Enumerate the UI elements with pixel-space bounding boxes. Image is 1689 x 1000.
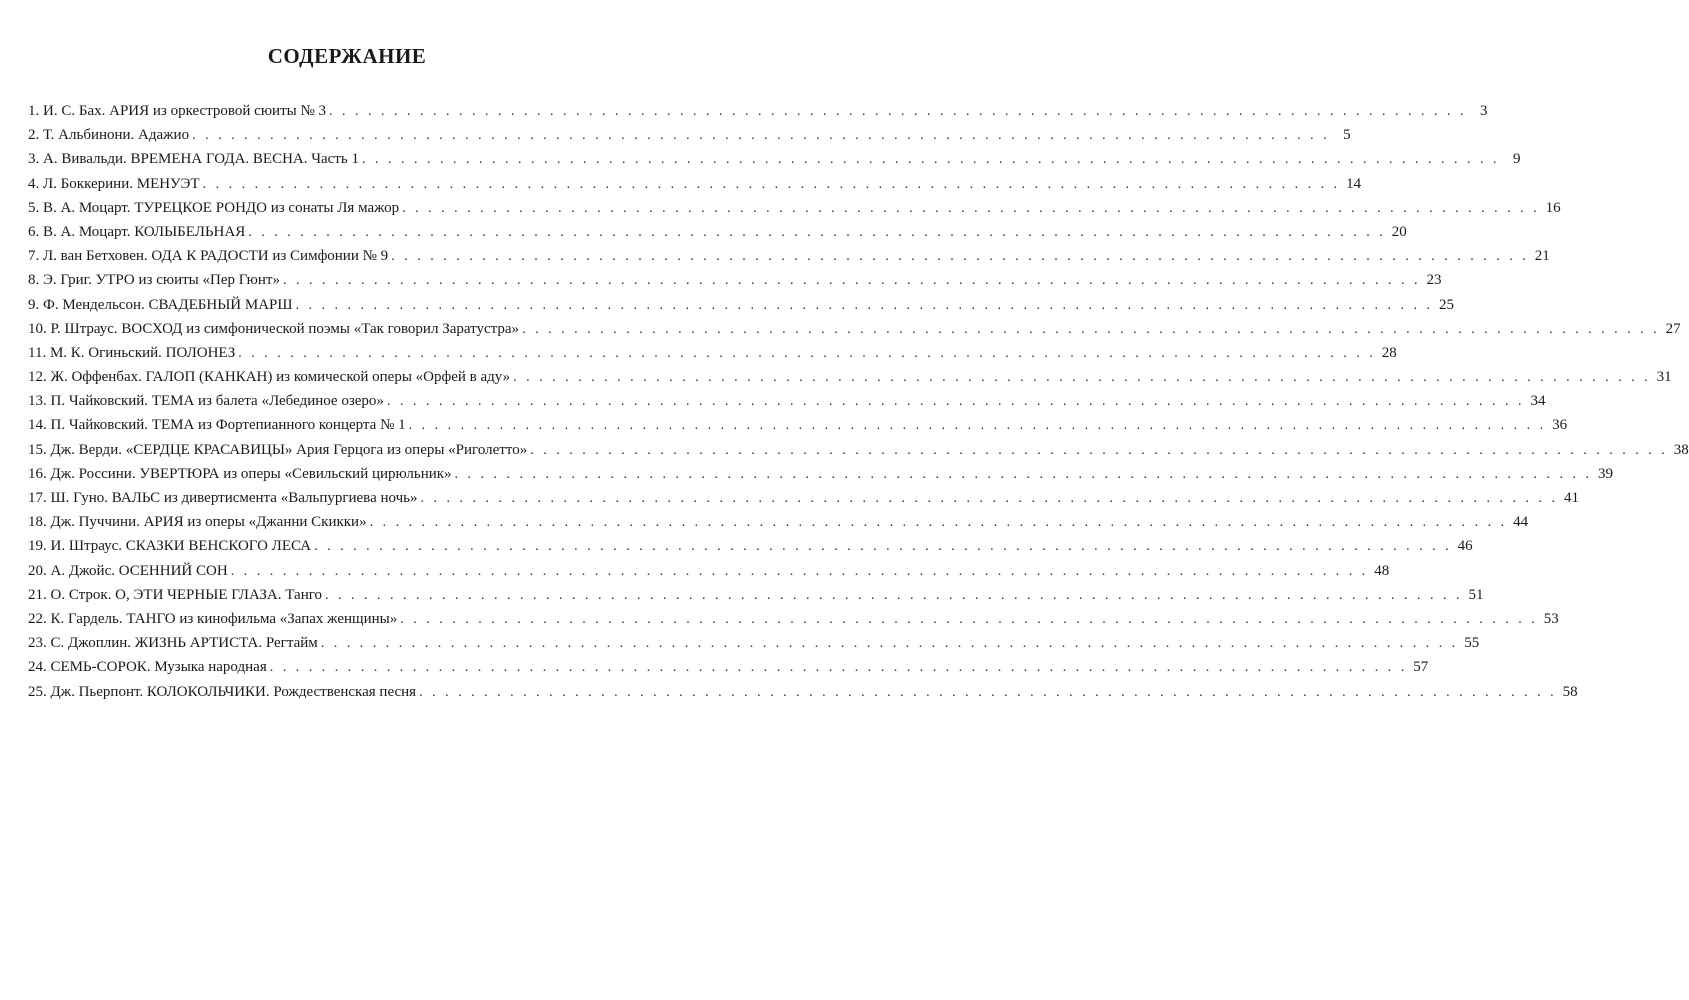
toc-entry: [28, 123, 1351, 147]
toc-entry-title: [28, 244, 388, 268]
toc-entry-text: В. А. Моцарт. КОЛЫБЕЛЬНАЯ: [43, 223, 246, 240]
toc-entry-number: 5.: [28, 199, 40, 216]
toc-entry-page-number: 21: [1534, 248, 1550, 265]
toc-entry-page-number: 25: [1439, 296, 1455, 313]
toc-entry-text: Л. Боккерини. МЕНУЭТ: [43, 175, 200, 192]
toc-entry-page-number: 51: [1468, 586, 1484, 603]
toc-entry: [28, 293, 1455, 317]
toc-dot-leader: [314, 535, 1452, 559]
toc-entry-title: [28, 559, 228, 583]
toc-dot-leader: [421, 487, 1559, 511]
toc-entry: [28, 244, 1550, 268]
toc-entry-title: [28, 123, 189, 147]
toc-entry-text: Ж. Оффенбах. ГАЛОП (КАНКАН) из комической оперы «Орфей в аду»: [50, 369, 511, 386]
toc-entry: [28, 462, 1614, 486]
toc-entry: [28, 559, 1390, 583]
toc-entry-text: Л. ван Бетховен. ОДА К РАДОСТИ из Симфонии № 9: [43, 248, 389, 265]
table-of-contents: [28, 99, 1689, 704]
toc-dot-leader: [391, 245, 1529, 269]
toc-entry-page-number: 20: [1391, 223, 1407, 240]
toc-dot-leader: [409, 414, 1547, 438]
page-title: СОДЕРЖАНИЕ: [267, 44, 427, 68]
toc-entry-page-number: 44: [1513, 514, 1529, 531]
toc-entry: [28, 413, 1568, 437]
toc-entry-text: А. Джойс. ОСЕННИЙ СОН: [50, 562, 228, 579]
toc-entry-text: М. К. Огиньский. ПОЛОНЕЗ: [49, 344, 236, 361]
toc-entry-number: 21.: [28, 586, 47, 603]
toc-entry-title: [28, 486, 418, 510]
toc-entry-number: 16.: [28, 465, 47, 482]
toc-entry-title: [28, 196, 399, 220]
toc-entry: [28, 534, 1473, 558]
toc-dot-leader: [283, 269, 1421, 293]
toc-entry-number: 3.: [28, 151, 40, 168]
toc-dot-leader: [522, 318, 1660, 342]
toc-entry-text: Р. Штраус. ВОСХОД из симфонической поэмы «Так говорил Заратустра»: [50, 320, 520, 337]
toc-entry-title: [28, 534, 311, 558]
toc-entry-page-number: 16: [1545, 199, 1561, 216]
toc-entry-number: 11.: [28, 344, 47, 361]
toc-entry-page-number: 31: [1656, 369, 1672, 386]
toc-entry-text: П. Чайковский. ТЕМА из Фортепианного концерта № 1: [50, 417, 406, 434]
toc-entry-page-number: 39: [1598, 465, 1614, 482]
toc-entry-text: Т. Альбинони. Адажио: [43, 127, 190, 144]
toc-dot-leader: [192, 124, 1330, 148]
toc-entry-number: 24.: [28, 659, 47, 676]
toc-entry-number: 8.: [28, 272, 40, 289]
toc-entry: [28, 317, 1681, 341]
toc-entry-title: [28, 607, 397, 631]
toc-dot-leader: [513, 366, 1651, 390]
toc-entry-page-number: 9: [1512, 151, 1521, 168]
toc-dot-leader: [387, 390, 1525, 414]
toc-entry-page-number: 46: [1457, 538, 1473, 555]
toc-entry-text: В. А. Моцарт. ТУРЕЦКОЕ РОНДО из сонаты Ля мажор: [43, 199, 400, 216]
toc-entry: [28, 389, 1546, 413]
toc-entry-page-number: 58: [1562, 683, 1578, 700]
toc-entry-number: 4.: [28, 175, 40, 192]
toc-dot-leader: [400, 608, 1538, 632]
toc-entry-page-number: 34: [1530, 393, 1546, 410]
toc-dot-leader: [203, 173, 1341, 197]
toc-entry-title: [28, 147, 359, 171]
toc-entry-text: Дж. Россини. УВЕРТЮРА из оперы «Севильский цирюльник»: [50, 465, 452, 482]
toc-entry-title: [28, 413, 406, 437]
toc-entry-text: И. С. Бах. АРИЯ из оркестровой сюиты № 3: [43, 103, 327, 119]
toc-dot-leader: [329, 100, 1467, 124]
toc-dot-leader: [455, 463, 1593, 487]
toc-entry-title: [28, 220, 245, 244]
toc-entry: [28, 607, 1559, 631]
toc-dot-leader: [370, 511, 1508, 535]
toc-entry-number: 7.: [28, 248, 40, 265]
toc-entry-title: [28, 293, 293, 317]
toc-entry-text: Дж. Пуччини. АРИЯ из оперы «Джанни Скикки»: [50, 514, 367, 531]
toc-entry-text: Ф. Мендельсон. СВАДЕБНЫЙ МАРШ: [43, 296, 293, 313]
toc-dot-leader: [296, 294, 1434, 318]
toc-entry-text: К. Гардель. ТАНГО из кинофильма «Запах женщины»: [50, 610, 398, 627]
toc-entry: [28, 486, 1580, 510]
toc-entry-number: 19.: [28, 538, 47, 555]
toc-entry-title: [28, 99, 326, 123]
toc-entry-title: [28, 365, 510, 389]
toc-entry-title: [28, 268, 280, 292]
toc-entry-title: [28, 631, 318, 655]
toc-entry-text: А. Вивальди. ВРЕМЕНА ГОДА. ВЕСНА. Часть 1: [43, 151, 359, 168]
toc-entry-text: СЕМЬ-СОРОК. Музыка народная: [50, 659, 267, 676]
toc-entry-number: 18.: [28, 514, 47, 531]
toc-entry-page-number: 41: [1564, 490, 1580, 506]
toc-entry-text: О. Строк. О, ЭТИ ЧЕРНЫЕ ГЛАЗА. Танго: [50, 586, 323, 603]
toc-dot-leader: [321, 632, 1459, 656]
toc-dot-leader: [530, 439, 1668, 463]
toc-entry-page-number: 36: [1552, 417, 1568, 434]
toc-dot-leader: [238, 342, 1376, 366]
toc-entry-text: Ш. Гуно. ВАЛЬС из дивертисмента «Вальпургиева ночь»: [50, 490, 418, 506]
toc-entry-number: 6.: [28, 223, 40, 240]
toc-entry-title: [28, 655, 267, 679]
toc-entry-title: [28, 389, 384, 413]
toc-entry-page-number: 55: [1464, 635, 1480, 652]
toc-entry-page-number: 38: [1673, 441, 1689, 458]
toc-entry-number: 13.: [28, 393, 47, 410]
toc-entry-number: 22.: [28, 610, 47, 627]
toc-entry: [28, 172, 1362, 196]
toc-entry-number: 23.: [28, 635, 47, 652]
toc-dot-leader: [325, 584, 1463, 608]
toc-entry-page-number: 53: [1543, 610, 1559, 627]
toc-entry-title: [28, 583, 322, 607]
toc-entry: [28, 631, 1480, 655]
toc-entry-number: 12.: [28, 369, 47, 386]
toc-entry-page-number: 27: [1665, 320, 1681, 337]
toc-dot-leader: [402, 197, 1540, 221]
toc-entry: [28, 268, 1442, 292]
toc-entry-title: [28, 317, 519, 341]
toc-entry-number: 15.: [28, 441, 47, 458]
toc-entry-page-number: 3: [1480, 103, 1488, 119]
toc-entry-number: 17.: [28, 490, 47, 506]
toc-entry: [28, 147, 1521, 171]
toc-entry-number: 1.: [28, 103, 40, 119]
toc-dot-leader: [270, 656, 1408, 680]
toc-entry-title: [28, 172, 200, 196]
toc-entry-page-number: 57: [1413, 659, 1429, 676]
toc-entry: [28, 655, 1429, 679]
toc-entry-page-number: 28: [1381, 344, 1397, 361]
toc-dot-leader: [419, 681, 1557, 705]
toc-entry: [28, 341, 1397, 365]
toc-entry-text: Дж. Пьерпонт. КОЛОКОЛЬЧИКИ. Рождественская песня: [50, 683, 417, 700]
toc-entry: [28, 365, 1672, 389]
toc-entry-number: 25.: [28, 683, 47, 700]
toc-entry-text: Дж. Верди. «СЕРДЦЕ КРАСАВИЦЫ» Ария Герцога из оперы «Риголетто»: [50, 441, 528, 458]
toc-entry-text: С. Джоплин. ЖИЗНЬ АРТИСТА. Регтайм: [50, 635, 318, 652]
toc-dot-leader: [231, 560, 1369, 584]
toc-entry: [28, 510, 1529, 534]
toc-entry: [28, 220, 1407, 244]
toc-entry-number: 10.: [28, 320, 47, 337]
toc-entry-number: 20.: [28, 562, 47, 579]
toc-entry-title: [28, 341, 235, 365]
toc-entry-text: Э. Григ. УТРО из сюиты «Пер Гюнт»: [43, 272, 280, 289]
toc-entry: [28, 583, 1484, 607]
toc-entry: [28, 438, 1689, 462]
toc-entry: [28, 99, 1488, 123]
toc-entry-number: 2.: [28, 127, 40, 144]
toc-entry-title: [28, 462, 452, 486]
toc-entry-number: 14.: [28, 417, 47, 434]
toc-dot-leader: [362, 148, 1500, 172]
toc-entry-number: 9.: [28, 296, 40, 313]
toc-entry-title: [28, 680, 416, 704]
toc-entry-page-number: 14: [1346, 175, 1362, 192]
toc-entry-text: И. Штраус. СКАЗКИ ВЕНСКОГО ЛЕСА: [50, 538, 312, 555]
toc-dot-leader: [248, 221, 1386, 245]
toc-entry-title: [28, 438, 527, 462]
toc-entry-title: [28, 510, 367, 534]
toc-entry: [28, 680, 1578, 704]
toc-entry: [28, 196, 1561, 220]
toc-entry-page-number: 23: [1426, 272, 1442, 289]
toc-entry-page-number: 48: [1374, 562, 1390, 579]
toc-entry-page-number: 5: [1343, 127, 1351, 144]
toc-entry-text: П. Чайковский. ТЕМА из балета «Лебединое озеро»: [50, 393, 384, 410]
